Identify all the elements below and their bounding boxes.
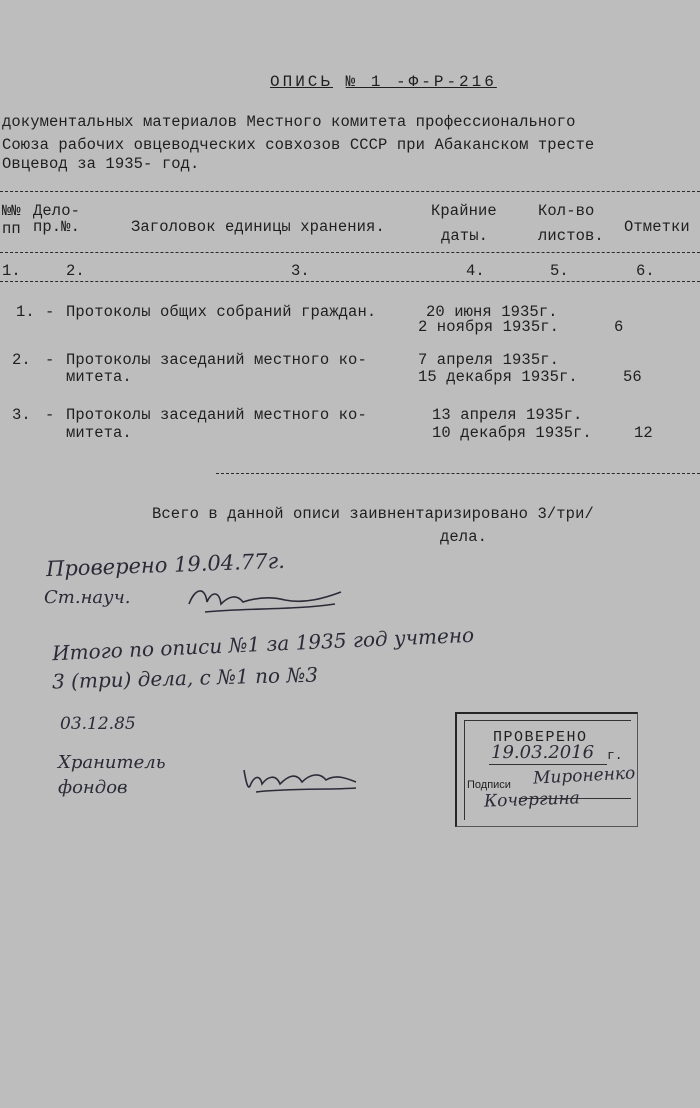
col-number-1: 1. bbox=[2, 262, 21, 280]
row-date-start: 7 апреля 1935г. bbox=[418, 351, 560, 369]
header-col3: Заголовок единицы хранения. bbox=[131, 218, 385, 236]
title-prefix: ОПИСЬ bbox=[270, 73, 334, 91]
handwritten-total-line-1: Итого по описи №1 за 1935 год учтено bbox=[51, 622, 475, 666]
col-number-6: 6. bbox=[636, 262, 655, 280]
keeper-signature-scrawl bbox=[240, 762, 360, 798]
title-number: № 1 -Ф-Р-216 bbox=[345, 73, 497, 91]
stamp-signature-name-2: Кочергина bbox=[483, 788, 581, 812]
stamp-year-suffix: г. bbox=[607, 748, 623, 763]
table-bottom-rule bbox=[216, 473, 700, 474]
header-col6: Отметки bbox=[624, 218, 690, 236]
header-col1-l2: пп bbox=[2, 220, 21, 238]
row-title-line-1: Протоколы заседаний местного ко- bbox=[66, 351, 367, 369]
row-date-start: 13 апреля 1935г. bbox=[432, 406, 583, 424]
row-date-end: 2 ноября 1935г. bbox=[418, 318, 560, 336]
handwritten-date: 03.12.85 bbox=[60, 714, 136, 734]
row-date-end: 15 декабря 1935г. bbox=[418, 368, 578, 386]
header-col1-l1: №№ bbox=[2, 202, 21, 220]
subtitle-line-2: Союза рабочих овцеводческих совхозов СССР при Абаканском тресте bbox=[2, 136, 595, 154]
table-top-rule bbox=[0, 191, 700, 192]
summary-line-2: дела. bbox=[440, 528, 488, 546]
row-number: 3. bbox=[12, 406, 31, 424]
header-separator-rule bbox=[0, 252, 700, 253]
stamp-title: ПРОВЕРЕНО bbox=[493, 729, 588, 746]
row-number: 1. bbox=[16, 303, 35, 321]
handwritten-role: Ст.науч. bbox=[44, 587, 131, 608]
row-dash: - bbox=[45, 303, 55, 321]
summary-line-1: Всего в данной описи заивнентаризировано 3/три/ bbox=[152, 505, 594, 523]
header-col4-l2: даты. bbox=[441, 227, 489, 245]
subtitle-line-3: Овцевод за 1935- год. bbox=[2, 155, 200, 173]
handwritten-checked-note: Проверено 19.04.77г. bbox=[45, 548, 286, 582]
row-number: 2. bbox=[12, 351, 31, 369]
row-date-start: 20 июня 1935г. bbox=[426, 303, 558, 321]
col-numbers-rule bbox=[0, 281, 700, 282]
document-title bbox=[270, 73, 497, 91]
signature-scrawl bbox=[185, 582, 345, 618]
row-title-line-1: Протоколы общих собраний граждан. bbox=[66, 303, 377, 321]
stamp-signature-name-1: Мироненко bbox=[532, 763, 636, 789]
header-col2-l1: Дело- bbox=[33, 202, 81, 220]
row-title-line-1: Протоколы заседаний местного ко- bbox=[66, 406, 367, 424]
header-col5-l1: Кол-во bbox=[538, 202, 595, 220]
header-col4-l1: Крайние bbox=[431, 202, 497, 220]
col-number-4: 4. bbox=[466, 262, 485, 280]
row-sheet-count: 12 bbox=[634, 424, 653, 442]
col-number-5: 5. bbox=[550, 262, 569, 280]
handwritten-keeper-line-2: фондов bbox=[58, 777, 128, 798]
row-date-end: 10 декабря 1935г. bbox=[432, 424, 592, 442]
header-col2-l2: пр.№. bbox=[33, 218, 81, 236]
handwritten-total-line-2: 3 (три) дела, с №1 по №3 bbox=[51, 662, 319, 694]
stamp-date: 19.03.2016 bbox=[491, 742, 595, 763]
subtitle-line-1: документальных материалов Местного комитета профессионального bbox=[2, 113, 576, 131]
handwritten-keeper-line-1: Хранитель bbox=[58, 752, 166, 773]
row-dash: - bbox=[45, 351, 55, 369]
col-number-2: 2. bbox=[66, 262, 85, 280]
row-sheet-count: 56 bbox=[623, 368, 642, 386]
header-col5-l2: листов. bbox=[538, 227, 604, 245]
stamp-signature-label: Подписи bbox=[467, 779, 511, 791]
row-title-line-2: митета. bbox=[66, 368, 132, 386]
row-title-line-2: митета. bbox=[66, 424, 132, 442]
row-sheet-count: 6 bbox=[614, 318, 624, 336]
col-number-3: 3. bbox=[291, 262, 310, 280]
row-dash: - bbox=[45, 406, 55, 424]
